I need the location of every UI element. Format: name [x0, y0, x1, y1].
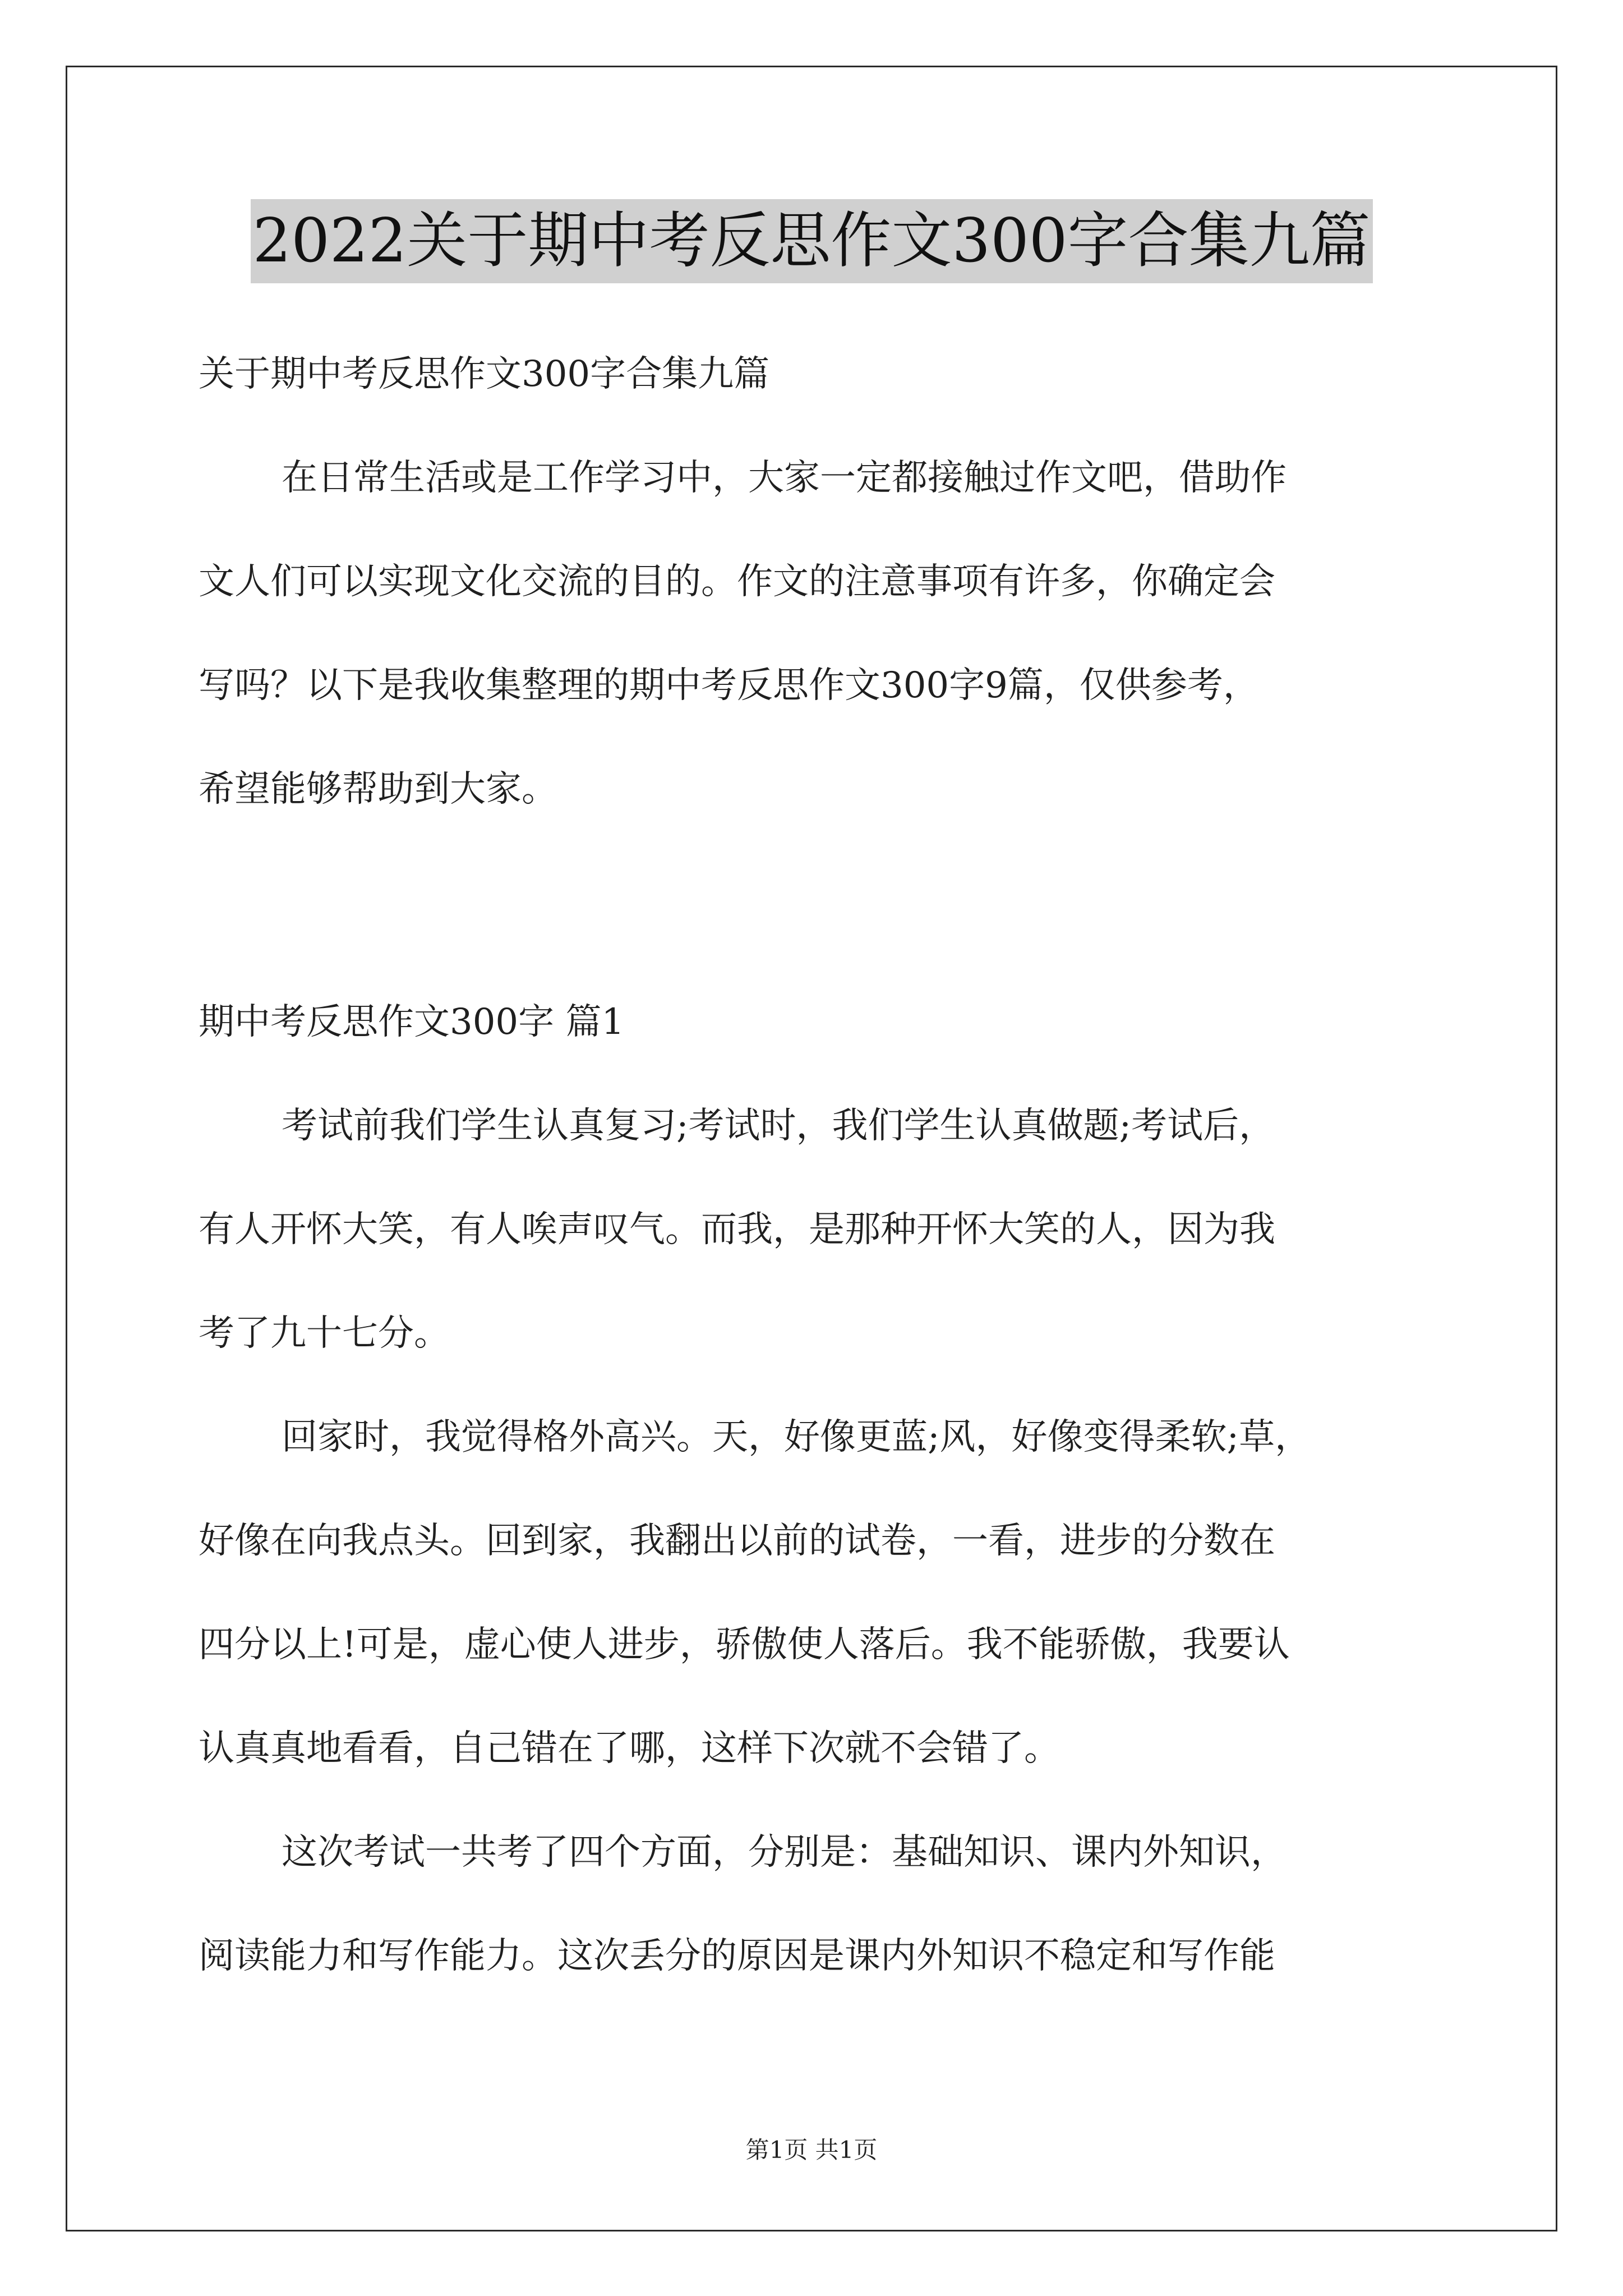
intro-line: 在日常生活或是工作学习中，大家一定都接触过作文吧，借助作 [282, 457, 1287, 499]
intro-line: 文人们可以实现文化交流的目的。作文的注意事项有许多，你确定会 [199, 561, 1275, 602]
paragraph-line: 认真真地看看，自己错在了哪，这样下次就不会错了。 [199, 1728, 1060, 1769]
paragraph-line: 考试前我们学生认真复习;考试时，我们学生认真做题;考试后， [282, 1105, 1275, 1147]
document-subtitle: 关于期中考反思作文300字合集九篇 [199, 353, 770, 395]
paragraph-line: 四分以上!可是，虚心使人进步，骄傲使人落后。我不能骄傲，我要认 [199, 1624, 1290, 1665]
intro-line: 希望能够帮助到大家。 [199, 769, 557, 810]
paragraph-line: 好像在向我点头。回到家，我翻出以前的试卷，一看，进步的分数在 [199, 1520, 1275, 1562]
section-heading: 期中考反思作文300字 篇1 [199, 1001, 625, 1043]
title-container [0, 199, 1623, 283]
document-title: 2022关于期中考反思作文300字合集九篇 [251, 199, 1373, 283]
page-footer: 第1页 共1页 [745, 2136, 878, 2164]
paragraph-line: 考了九十七分。 [199, 1313, 450, 1354]
paragraph-line: 回家时，我觉得格外高兴。天，好像更蓝;风，好像变得柔软;草， [282, 1416, 1311, 1458]
intro-line: 写吗？以下是我收集整理的期中考反思作文300字9篇，仅供参考， [199, 665, 1259, 706]
paragraph-line: 这次考试一共考了四个方面，分别是：基础知识、课内外知识， [282, 1832, 1287, 1873]
paragraph-line: 有人开怀大笑，有人唉声叹气。而我，是那种开怀大笑的人，因为我 [199, 1209, 1275, 1250]
paragraph-line: 阅读能力和写作能力。这次丢分的原因是课内外知识不稳定和写作能 [199, 1935, 1275, 1977]
